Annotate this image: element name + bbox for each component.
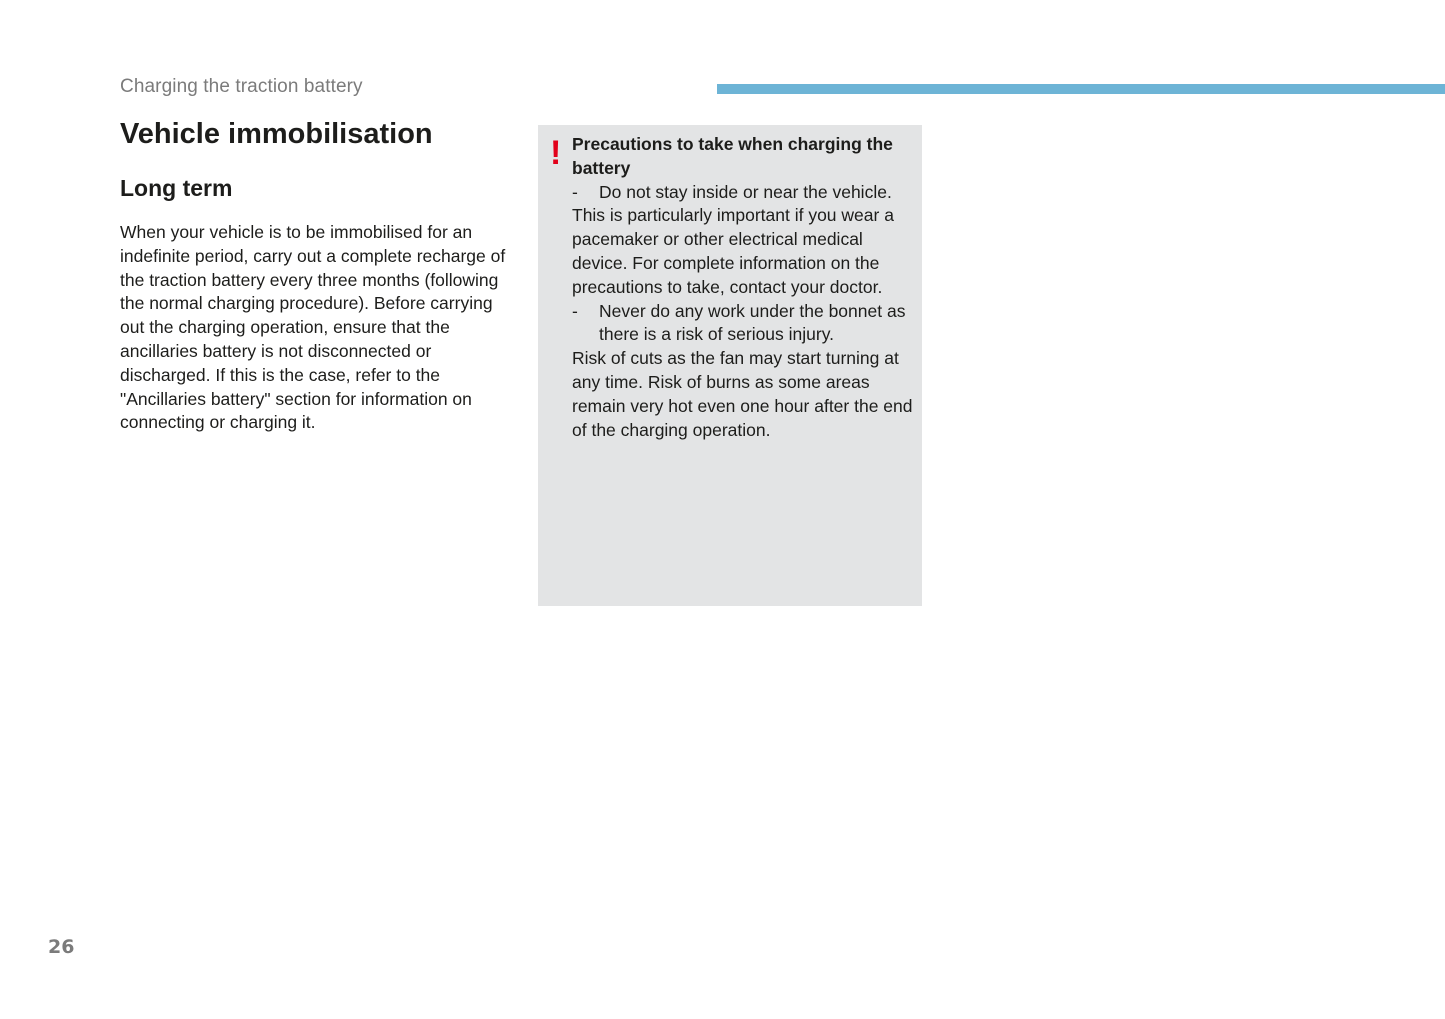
warning-title: Precautions to take when charging the battery xyxy=(572,134,893,178)
header-accent-bar xyxy=(717,84,1445,94)
warning-content xyxy=(572,133,922,442)
body-paragraph: When your vehicle is to be immobilised for an indefinite period, carry out a complete recharge of the traction battery every three months (following the normal charging procedure). Before carrying out the charging operation, ensure that the ancillaries battery is not disconnected or discharged. If this is the case, refer to the "Ancillaries battery" section for information on connecting or charging it. xyxy=(120,222,506,433)
bullet-dash: - xyxy=(572,181,578,202)
warning-bullet-1 xyxy=(572,181,922,205)
page-title: Vehicle immobilisation xyxy=(120,118,433,150)
bullet-text: Never do any work under the bonnet as there is a risk of serious injury. xyxy=(599,300,906,345)
section-subtitle: Long term xyxy=(120,175,233,201)
warning-bullet-1-continuation: This is particularly important if you wear a pacemaker or other electrical medical device. For complete information on the precautions to take, contact your doctor. xyxy=(572,205,894,297)
bullet-dash: - xyxy=(572,300,578,321)
warning-box xyxy=(538,125,922,606)
exclamation-warning-icon: ! xyxy=(550,134,562,172)
warning-bullet-2-continuation: Risk of cuts as the fan may start turning at any time. Risk of burns as some areas remain very hot even one hour after the end of the charging operation. xyxy=(572,348,913,440)
warning-bullet-2 xyxy=(572,300,922,348)
bullet-text: Do not stay inside or near the vehicle. xyxy=(599,181,892,202)
section-header: Charging the traction battery xyxy=(120,76,363,97)
page-number: 26 xyxy=(48,936,75,958)
